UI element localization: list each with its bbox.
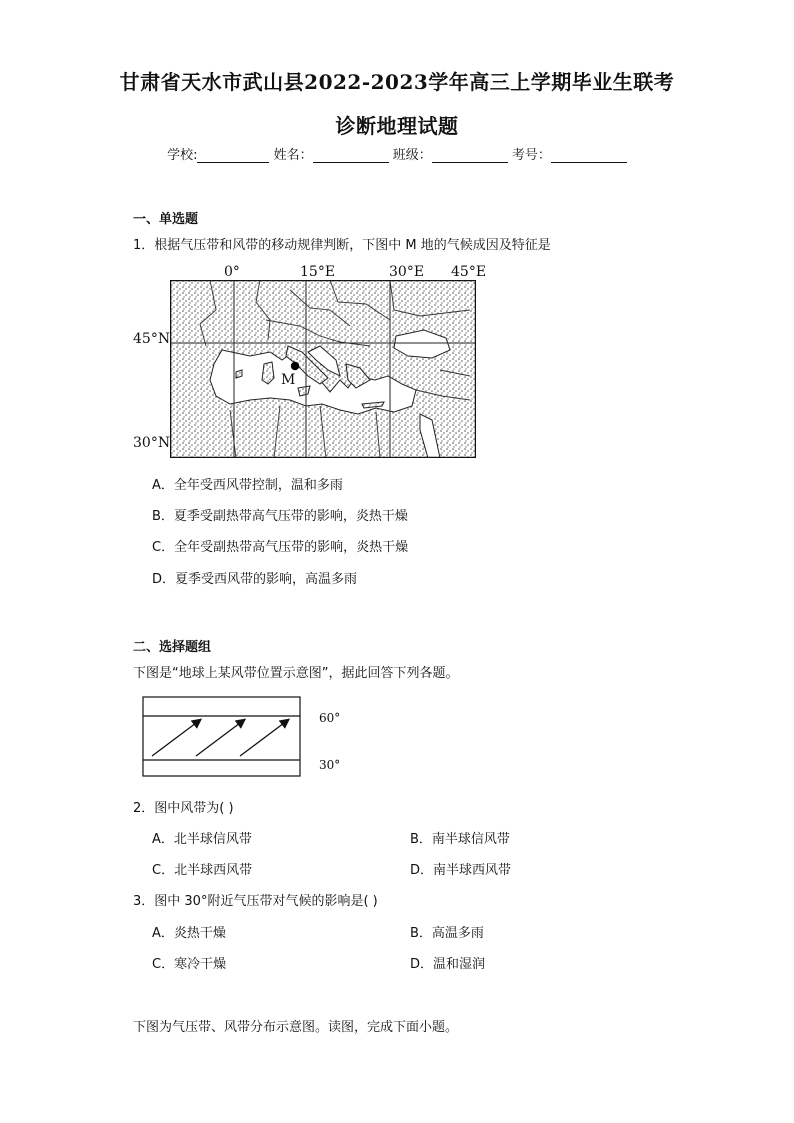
map-lon-label-30e: 30°E [389,264,425,280]
exam-title-line2: 诊断地理试题 [335,114,459,138]
name-blank[interactable] [313,148,389,163]
map-lon-label-15e: 15°E [300,264,336,280]
wind-arrow-2 [196,720,244,756]
map-point-m-marker [291,362,299,370]
question-3-option-d[interactable]: D．温和湿润 [410,957,486,972]
section-2-closing: 下图为气压带、风带分布示意图。读图，完成下面小题。 [133,1020,459,1035]
question-1-option-c[interactable]: C．全年受副热带高气压带的影响，炎热干燥 [152,540,409,555]
mediterranean-map [170,280,476,458]
name-label: 姓名： [273,148,313,163]
wind-figure-label-30: 30° [319,758,341,772]
question-3-stem: 3．图中 30°附近气压带对气候的影响是( ) [133,894,378,909]
exam-number-label: 考号： [511,148,551,163]
school-blank[interactable] [197,148,269,163]
section-2-intro: 下图是“地球上某风带位置示意图”，据此回答下列各题。 [133,666,459,681]
question-1-option-b[interactable]: B．夏季受副热带高气压带的影响，炎热干燥 [152,509,408,524]
map-point-m-label: M [281,372,296,388]
student-info-line [0,144,794,163]
wind-arrow-3 [240,720,288,756]
class-blank[interactable] [432,148,508,163]
question-1-stem: 1．根据气压带和风带的移动规律判断，下图中 M 地的气候成因及特征是 [133,238,551,253]
wind-figure-label-60: 60° [319,711,341,725]
map-lat-label-45n: 45°N [133,331,171,347]
exam-title-line1: 甘肃省天水市武山县2022-2023学年高三上学期毕业生联考 [119,70,675,94]
wind-arrow-1 [152,720,200,756]
question-2-option-b[interactable]: B．南半球信风带 [410,832,510,847]
map-lon-label-0: 0° [224,264,240,280]
exam-number-blank[interactable] [551,148,627,163]
school-label: 学校: [167,148,198,163]
map-lon-label-45e: 45°E [451,264,487,280]
section-heading-single-choice: 一、单选题 [133,212,199,227]
section-heading-question-group: 二、选择题组 [133,640,212,655]
map-lat-label-30n: 30°N [133,435,171,451]
wind-belt-diagram [142,696,302,778]
question-2-option-c[interactable]: C．北半球西风带 [152,863,253,878]
question-2-stem: 2．图中风带为( ) [133,801,234,816]
question-3-option-a[interactable]: A．炎热干燥 [152,926,226,941]
question-3-option-c[interactable]: C．寒冷干燥 [152,957,227,972]
map-island-balearic [236,370,242,378]
question-1-option-d[interactable]: D．夏季受西风带的影响，高温多雨 [152,572,358,587]
question-2-option-a[interactable]: A．北半球信风带 [152,832,252,847]
question-3-option-b[interactable]: B．高温多雨 [410,926,484,941]
question-2-option-d[interactable]: D．南半球西风带 [410,863,512,878]
class-label: 班级： [392,148,432,163]
question-1-option-a[interactable]: A．全年受西风带控制，温和多雨 [152,478,343,493]
